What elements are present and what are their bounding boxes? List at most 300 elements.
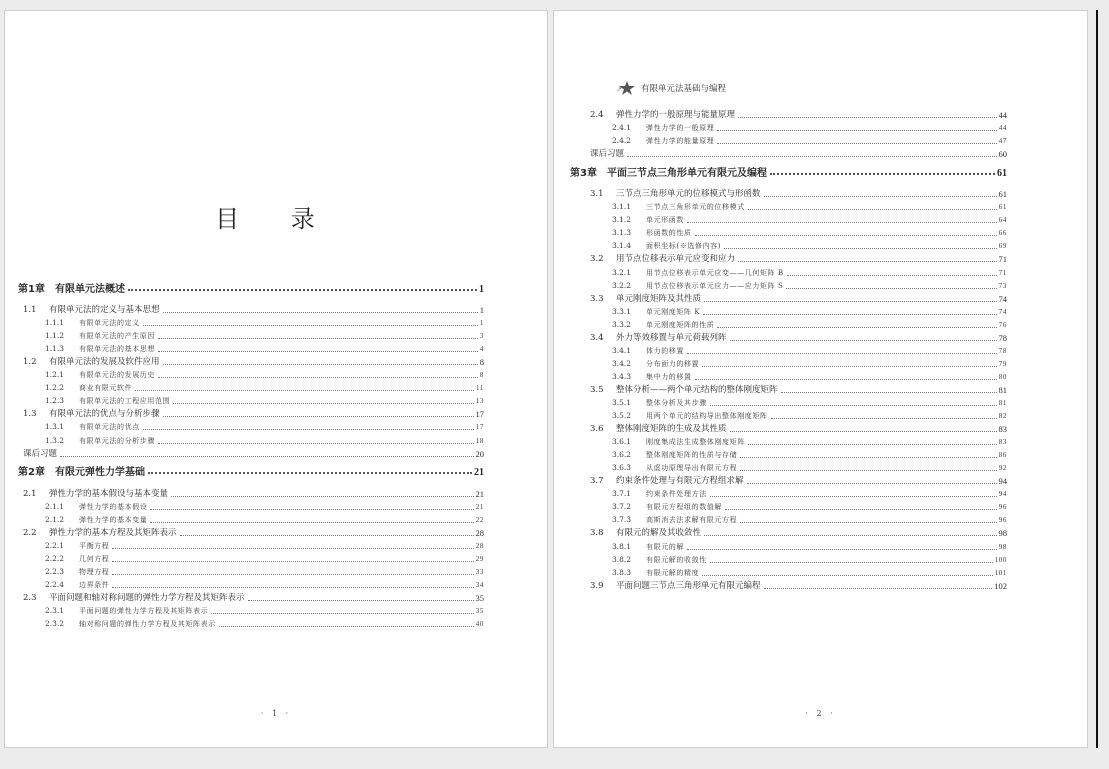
dot-leader (787, 275, 997, 276)
dot-leader (704, 301, 996, 302)
dot-leader (687, 222, 997, 223)
toc-entry-page: 60 (998, 149, 1007, 160)
toc-entry-title: 从虚功原理导出有限元方程 (646, 464, 738, 473)
toc-entry-number: 3.1.4 (612, 241, 632, 251)
toc-entry-title: 有限单元法的定义 (79, 319, 140, 328)
toc-entry-number: 2.1.2 (45, 514, 65, 524)
toc-entry-sub[interactable] (554, 461, 1087, 474)
toc-entry-section[interactable] (5, 526, 547, 539)
toc-entry-title: 整体刚度矩阵的生成及其性质 (616, 424, 727, 435)
toc-entry-page: 4 (479, 345, 484, 354)
toc-entry-sub[interactable] (5, 565, 547, 578)
toc-entry-number: 3.6.2 (612, 450, 632, 460)
dot-leader (143, 429, 474, 430)
dot-leader (135, 390, 474, 391)
toc-entry-number: 3.7.2 (612, 502, 632, 512)
toc-entry-page: 74 (998, 293, 1007, 304)
toc-entry-title: 边界条件 (79, 580, 110, 589)
toc-entry-title: 体力的移置 (646, 346, 684, 355)
toc-entry-page: 96 (998, 503, 1007, 512)
toc-entry-number: 3.5.1 (612, 397, 632, 407)
toc-entry-number: 3.7 (590, 476, 604, 487)
toc-entry-title: 集中力的移置 (646, 372, 692, 381)
dot-leader (710, 405, 997, 406)
dot-leader (60, 456, 473, 457)
toc-entry-number: 3.4.2 (612, 358, 632, 368)
toc-entry-chapter[interactable] (5, 276, 547, 303)
toc-entry-title: 高斯消去法求解有限元方程 (646, 516, 738, 525)
toc-entry-page: 69 (998, 242, 1007, 251)
toc-entry-number: 1.2.2 (45, 383, 65, 393)
toc-entry-page: 21 (475, 502, 484, 511)
toc-entry-sub[interactable] (554, 279, 1087, 292)
dot-leader (163, 364, 478, 365)
toc-entry-sub[interactable] (5, 420, 547, 433)
toc-page-right (553, 10, 1088, 748)
toc-entry-section[interactable] (554, 108, 1087, 121)
toc-entry-page: 101 (994, 568, 1007, 577)
toc-entry-title: 整体分析及其步骤 (646, 398, 707, 407)
toc-entry-section[interactable] (5, 355, 547, 368)
toc-entry-title: 有限单元法的分析步骤 (79, 436, 155, 445)
toc-entry-section[interactable] (5, 591, 547, 604)
toc-page-left (4, 10, 548, 748)
toc-entry-title: 用节点位移表示单元应变——几何矩阵 B (646, 268, 784, 277)
toc-entry-page: 79 (998, 359, 1007, 368)
toc-entry-page: 76 (998, 320, 1007, 329)
toc-entry-page: 21 (474, 467, 484, 479)
toc-entry-title: 三节点三角形单元的位移模式 (646, 203, 745, 212)
toc-entry-page: 8 (479, 357, 484, 368)
toc-entry-section[interactable] (554, 474, 1087, 487)
toc-entry-page: 80 (998, 372, 1007, 381)
dot-leader (738, 261, 996, 262)
toc-entry-title: 商业有限元软件 (79, 384, 133, 393)
toc-entry-number: 3.1.3 (612, 228, 632, 238)
toc-entry-title: 用节点位移表示单元应变和应力 (616, 254, 736, 265)
toc-entry-page: 17 (475, 423, 484, 432)
toc-entry-title: 约束条件处理方法 (646, 490, 707, 499)
toc-entry-sub[interactable] (554, 134, 1087, 147)
dot-leader (180, 535, 474, 536)
toc-entry-page: 71 (998, 268, 1007, 277)
toc-entry-number: 1.1.3 (45, 344, 65, 354)
dot-leader (112, 574, 473, 575)
dot-leader (148, 472, 472, 474)
toc-entry-sub[interactable] (554, 213, 1087, 226)
toc-entry-title: 有限单元法概述 (54, 283, 125, 295)
toc-entry-sub[interactable] (554, 566, 1087, 579)
toc-entry-number: 1.3 (23, 409, 37, 420)
dot-leader (703, 314, 997, 315)
toc-entry-number: 1.3.1 (45, 422, 65, 432)
running-head-title: 有限单元法基础与编程 (641, 84, 727, 94)
toc-entry-title: 分布面力的移置 (646, 359, 700, 368)
toc-entry-page: 61 (998, 203, 1007, 212)
toc-entry-number: 1.2 (23, 357, 37, 368)
toc-entry-page: 82 (998, 412, 1007, 421)
dot-leader (748, 209, 997, 210)
dot-leader (248, 600, 474, 601)
dot-leader (764, 196, 997, 197)
toc-entry-sub[interactable] (554, 344, 1087, 357)
dot-leader (687, 353, 997, 354)
toc-entry-number: 3.2.1 (612, 267, 632, 277)
toc-entry-number: 3.1.2 (612, 215, 632, 225)
toc-entry-title: 有限单元法的发展历史 (79, 371, 155, 380)
toc-entry-page: 100 (994, 555, 1007, 564)
toc-entry-sub[interactable] (554, 539, 1087, 552)
toc-entry-number: 1.3.2 (45, 435, 65, 445)
toc-entry-page: 92 (998, 464, 1007, 473)
toc-entry-number: 3.5 (590, 384, 604, 395)
toc-entry-number: 1.1.1 (45, 318, 65, 328)
toc-entry-page: 83 (998, 424, 1007, 435)
toc-entry-number: 第3章 (570, 167, 597, 179)
dot-leader (717, 143, 996, 144)
dot-leader (627, 156, 996, 157)
dot-leader (171, 496, 473, 497)
toc-entry-title: 有限元解的精度 (646, 568, 700, 577)
dot-leader (211, 613, 474, 614)
dot-leader (717, 327, 996, 328)
toc-entry-section[interactable] (554, 579, 1087, 592)
toc-entry-number: 3.2.2 (612, 280, 632, 290)
toc-entry-sub[interactable] (554, 409, 1087, 422)
toc-entry-number: 3.4.1 (612, 345, 632, 355)
dot-leader (724, 248, 997, 249)
toc-entry-sub[interactable] (554, 121, 1087, 134)
toc-entry-page: 73 (998, 281, 1007, 290)
dot-leader (112, 548, 473, 549)
toc-entry-section[interactable] (554, 422, 1087, 435)
toc-entry-chapter[interactable] (5, 460, 547, 487)
toc-entry-number: 3.6.3 (612, 463, 632, 473)
toc-entry-sub[interactable] (5, 342, 547, 355)
toc-entry-page: 17 (475, 409, 484, 420)
toc-entry-number: 2.2.2 (45, 553, 65, 563)
toc-entry-title: 单元形函数 (646, 216, 684, 225)
toc-entry-number: 3.4.3 (612, 371, 632, 381)
toc-entry-sub[interactable] (554, 226, 1087, 239)
toc-entry-number: 3.2 (590, 254, 604, 265)
toc-entry-title: 用两个单元的结构导出整体刚度矩阵 (646, 412, 768, 421)
toc-entry-page: 1 (479, 305, 484, 316)
toc-entry-sub[interactable] (554, 265, 1087, 278)
toc-list-right (554, 108, 1087, 592)
toc-entry-page: 1 (479, 319, 484, 328)
toc-entry-page: 61 (997, 167, 1007, 179)
toc-entry-sub[interactable] (5, 500, 547, 513)
dot-leader (219, 626, 474, 627)
dot-leader (158, 338, 478, 339)
toc-entry-sub[interactable] (554, 513, 1087, 526)
toc-entry-page: 74 (998, 307, 1007, 316)
toc-entry-section[interactable] (554, 187, 1087, 200)
dot-leader (725, 509, 997, 510)
toc-entry-title: 平面问题的弹性力学方程及其矩阵表示 (79, 607, 209, 616)
toc-entry-section[interactable] (554, 331, 1087, 344)
toc-entry-sub[interactable] (554, 396, 1087, 409)
toc-entry-number: 3.7.3 (612, 515, 632, 525)
toc-entry-page: 18 (475, 436, 484, 445)
toc-entry-title: 弹性力学的一般原理与能量原理 (616, 110, 736, 121)
toc-entry-exercise[interactable] (554, 147, 1087, 160)
toc-entry-page: 11 (476, 384, 484, 393)
toc-entry-number: 3.6.1 (612, 437, 632, 447)
toc-entry-title: 弹性力学的能量原理 (646, 137, 715, 146)
dot-leader (112, 561, 473, 562)
toc-entry-number: 2.4.1 (612, 123, 632, 133)
toc-entry-title: 有限元的解 (646, 542, 684, 551)
toc-entry-number: 2.3.2 (45, 619, 65, 629)
toc-entry-page: 28 (475, 527, 484, 538)
toc-entry-number: 第2章 (18, 467, 45, 479)
toc-entry-page: 71 (998, 254, 1007, 265)
toc-entry-number: 3.5.2 (612, 411, 632, 421)
toc-entry-title: 形函数的性质 (646, 229, 692, 238)
dot-leader (163, 416, 474, 417)
dot-leader (748, 444, 997, 445)
dot-leader (112, 587, 473, 588)
dot-leader (738, 117, 996, 118)
dot-leader (771, 418, 997, 419)
toc-entry-title: 课后习题 (23, 448, 58, 459)
toc-entry-title: 约束条件处理与有限元方程组求解 (616, 476, 744, 487)
toc-entry-sub[interactable] (5, 368, 547, 381)
toc-entry-sub[interactable] (5, 513, 547, 526)
toc-entry-sub[interactable] (5, 316, 547, 329)
dot-leader (781, 392, 997, 393)
dot-leader (764, 588, 993, 589)
dot-leader (173, 403, 474, 404)
toc-entry-page: 81 (998, 384, 1007, 395)
dot-leader (163, 312, 478, 313)
dot-leader (740, 522, 997, 523)
toc-entry-number: 3.8.3 (612, 567, 632, 577)
toc-entry-page: 78 (998, 346, 1007, 355)
dot-leader (150, 509, 473, 510)
toc-entry-title: 面积坐标(※选修内容) (646, 242, 722, 251)
toc-entry-section[interactable] (5, 303, 547, 316)
toc-entry-page: 34 (475, 580, 484, 589)
toc-entry-number: 1.2.3 (45, 396, 65, 406)
dot-leader (695, 379, 997, 380)
toc-entry-number: 2.2.4 (45, 579, 65, 589)
toc-entry-title: 整体刚度矩阵的性质与存储 (646, 451, 738, 460)
toc-entry-title: 有限单元法的优点与分析步骤 (49, 409, 160, 420)
toc-entry-title: 物理方程 (79, 567, 110, 576)
dot-leader (740, 470, 997, 471)
toc-entry-title: 有限单元法的定义与基本思想 (49, 305, 160, 316)
toc-entry-page: 64 (998, 216, 1007, 225)
toc-list-left (5, 276, 547, 630)
toc-entry-title: 单元刚度矩阵及其性质 (616, 293, 702, 304)
toc-entry-title: 几何方程 (79, 554, 110, 563)
toc-title: 目 录 (215, 205, 337, 233)
toc-entry-page: 78 (998, 332, 1007, 343)
toc-entry-number: 1.1.2 (45, 331, 65, 341)
toc-entry-title: 有限元的解及其收敛性 (616, 528, 702, 539)
page-number-left: · 1 · (260, 709, 292, 718)
toc-entry-page: 20 (475, 448, 484, 459)
toc-entry-title: 有限单元法的发展及软件应用 (49, 357, 160, 368)
toc-entry-page: 22 (475, 515, 484, 524)
toc-entry-number: 第1章 (18, 283, 45, 295)
toc-entry-title: 弹性力学的一般原理 (646, 124, 715, 133)
toc-entry-page: 44 (998, 124, 1007, 133)
toc-entry-number: 3.8.1 (612, 541, 632, 551)
dot-leader (143, 325, 478, 326)
toc-entry-number: 3.4 (590, 332, 604, 343)
toc-entry-page: 40 (475, 620, 484, 629)
toc-entry-number: 3.1.1 (612, 202, 632, 212)
toc-entry-sub[interactable] (554, 239, 1087, 252)
dot-leader (695, 235, 997, 236)
toc-entry-sub[interactable] (5, 433, 547, 446)
toc-entry-section[interactable] (5, 407, 547, 420)
toc-entry-sub[interactable] (5, 394, 547, 407)
dot-leader (717, 130, 996, 131)
toc-entry-page: 94 (998, 476, 1007, 487)
toc-entry-number: 2.4.2 (612, 136, 632, 146)
toc-entry-number: 3.3 (590, 293, 604, 304)
toc-entry-sub[interactable] (554, 448, 1087, 461)
toc-entry-sub[interactable] (554, 435, 1087, 448)
toc-entry-title: 平面问题和轴对称问题的弹性力学方程及其矩阵表示 (49, 592, 245, 603)
toc-entry-page: 1 (479, 283, 484, 295)
toc-entry-number: 3.6 (590, 424, 604, 435)
toc-entry-sub[interactable] (5, 381, 547, 394)
toc-entry-sub[interactable] (554, 500, 1087, 513)
window-edge (1096, 10, 1098, 748)
toc-entry-title: 有限单元法的优点 (79, 423, 140, 432)
toc-entry-title: 弹性力学的基本方程及其矩阵表示 (49, 527, 177, 538)
toc-entry-section[interactable] (554, 383, 1087, 396)
toc-entry-sub[interactable] (554, 357, 1087, 370)
toc-entry-title: 整体分析——两个单元结构的整体刚度矩阵 (616, 384, 778, 395)
dot-leader (710, 496, 997, 497)
toc-entry-title: 用节点位移表示单元应力——应力矩阵 S (646, 281, 784, 290)
dot-leader (128, 289, 477, 291)
dot-leader (158, 377, 478, 378)
toc-entry-section[interactable] (554, 526, 1087, 539)
toc-entry-sub[interactable] (5, 604, 547, 617)
toc-entry-page: 28 (475, 541, 484, 550)
dot-leader (730, 431, 997, 432)
toc-entry-title: 有限单元法的工程应用范围 (79, 397, 171, 406)
toc-entry-number: 2.4 (590, 110, 604, 121)
toc-entry-title: 轴对称问题的弹性力学方程及其矩阵表示 (79, 620, 216, 629)
toc-entry-sub[interactable] (554, 370, 1087, 383)
toc-entry-chapter[interactable] (554, 160, 1087, 187)
toc-entry-number: 2.2.3 (45, 566, 65, 576)
toc-entry-title: 刚度集成法生成整体刚度矩阵 (646, 438, 745, 447)
toc-entry-number: 3.3.1 (612, 306, 632, 316)
toc-entry-page: 86 (998, 451, 1007, 460)
running-head (616, 80, 726, 96)
toc-entry-title: 有限元弹性力学基础 (54, 467, 145, 479)
toc-entry-title: 弹性力学的基本变量 (79, 515, 148, 524)
toc-entry-sub[interactable] (5, 552, 547, 565)
toc-entry-page: 98 (998, 542, 1007, 551)
toc-entry-title: 有限单元法的产生原因 (79, 332, 155, 341)
toc-entry-number: 1.2.1 (45, 370, 65, 380)
toc-entry-number: 3.7.1 (612, 489, 632, 499)
dot-leader (704, 535, 996, 536)
toc-entry-number: 3.8 (590, 528, 604, 539)
toc-entry-page: 44 (998, 110, 1007, 121)
toc-entry-title: 平面三节点三角形单元有限元及编程 (606, 167, 767, 179)
toc-entry-number: 3.1 (590, 189, 604, 200)
toc-entry-title: 单元刚度矩阵的性质 (646, 320, 715, 329)
page-number-right: · 2 · (805, 709, 836, 718)
toc-entry-exercise[interactable] (5, 447, 547, 460)
dot-leader (730, 340, 997, 341)
toc-entry-sub[interactable] (5, 578, 547, 591)
dot-leader (150, 522, 473, 523)
toc-entry-page: 35 (475, 592, 484, 603)
toc-entry-sub[interactable] (554, 305, 1087, 318)
toc-entry-title: 平面问题三节点三角形单元有限元编程 (616, 580, 761, 591)
dot-leader (747, 483, 997, 484)
toc-entry-section[interactable] (5, 487, 547, 500)
toc-entry-sub[interactable] (5, 329, 547, 342)
toc-entry-title: 有限单元法的基本思想 (79, 345, 155, 354)
toc-entry-number: 1.1 (23, 305, 37, 316)
toc-entry-page: 35 (475, 607, 484, 616)
toc-entry-number: 2.2.1 (45, 540, 65, 550)
toc-entry-section[interactable] (554, 292, 1087, 305)
toc-entry-number: 2.3.1 (45, 606, 65, 616)
toc-entry-number: 2.3 (23, 592, 37, 603)
toc-entry-number: 3.8.2 (612, 554, 632, 564)
toc-entry-title: 有限元解的收敛性 (646, 555, 707, 564)
toc-entry-title: 弹性力学的基本假设 (79, 502, 148, 511)
toc-entry-sub[interactable] (554, 487, 1087, 500)
toc-entry-number: 2.1.1 (45, 501, 65, 511)
toc-entry-page: 29 (475, 554, 484, 563)
dot-leader (702, 575, 992, 576)
toc-entry-page: 83 (998, 438, 1007, 447)
toc-entry-page: 94 (998, 490, 1007, 499)
toc-entry-sub[interactable] (554, 553, 1087, 566)
toc-entry-title: 课后习题 (590, 149, 625, 160)
star-logo-icon (616, 80, 638, 96)
toc-entry-title: 三节点三角形单元的位移模式与形函数 (616, 189, 761, 200)
toc-entry-sub[interactable] (5, 617, 547, 630)
toc-entry-sub[interactable] (554, 200, 1087, 213)
toc-entry-number: 2.1 (23, 488, 37, 499)
toc-entry-page: 8 (479, 371, 484, 380)
toc-entry-title: 单元刚度矩阵 K (646, 307, 701, 316)
toc-entry-page: 33 (475, 567, 484, 576)
toc-entry-sub[interactable] (5, 539, 547, 552)
dot-leader (740, 457, 997, 458)
toc-entry-title: 外力等效移置与单元荷载列阵 (616, 332, 727, 343)
toc-entry-title: 弹性力学的基本假设与基本变量 (49, 488, 169, 499)
toc-entry-number: 3.3.2 (612, 319, 632, 329)
dot-leader (702, 366, 997, 367)
dot-leader (770, 173, 995, 175)
dot-leader (786, 288, 996, 289)
toc-entry-title: 有限元方程组的数值解 (646, 503, 722, 512)
toc-entry-number: 3.9 (590, 580, 604, 591)
toc-entry-page: 102 (994, 580, 1007, 591)
toc-entry-section[interactable] (554, 252, 1087, 265)
toc-entry-sub[interactable] (554, 318, 1087, 331)
dot-leader (710, 562, 993, 563)
